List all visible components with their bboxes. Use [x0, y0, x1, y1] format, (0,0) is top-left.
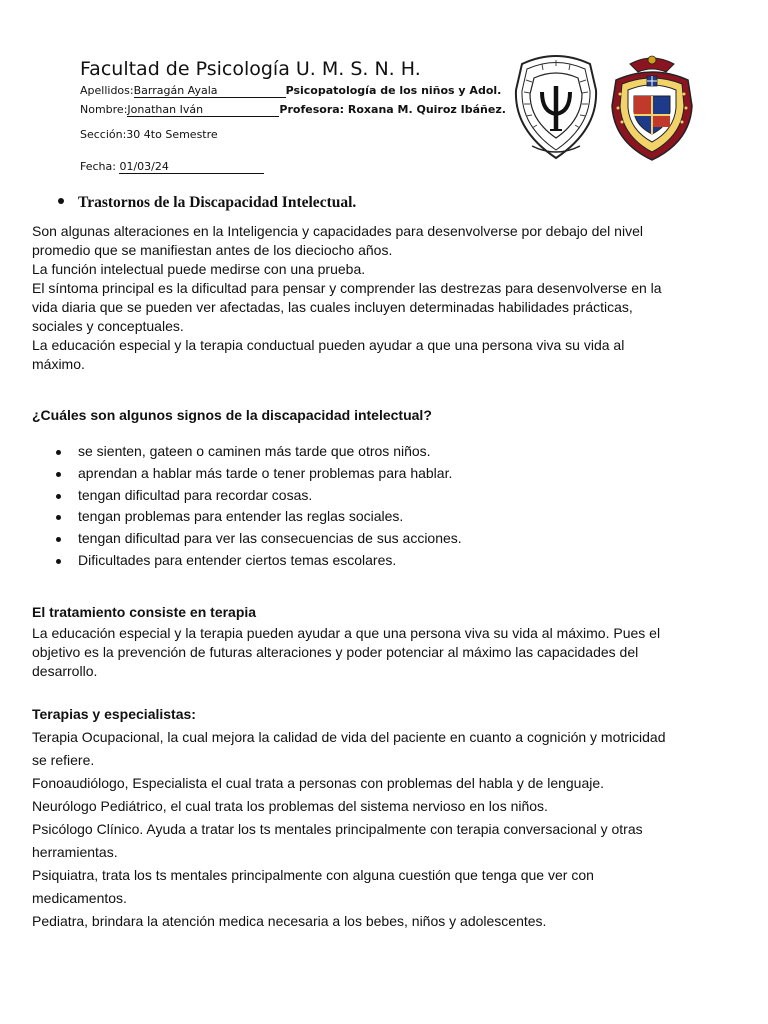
psychology-seal-icon — [512, 50, 600, 162]
specialist-line: medicamentos. — [32, 890, 127, 906]
specialists-list — [32, 728, 666, 935]
specialist-line: Terapia Ocupacional, la cual mejora la calidad de vida del paciente en cuanto a cognición y motricidad — [32, 729, 666, 745]
bullet-icon — [58, 198, 64, 204]
bullet-icon — [56, 559, 61, 564]
treatment-line: objetivo es la prevención de futuras alteraciones y poder potenciar al máximo las capacidades del — [32, 644, 639, 660]
section-heading-trastornos — [58, 194, 356, 212]
course-name: Psicopatología de los niños y Adol. — [285, 84, 502, 97]
signs-list — [56, 441, 462, 572]
intro-line: Son algunas alteraciones en la Inteligencia y capacidades para desenvolverse por debajo del nivel — [32, 223, 643, 239]
intro-line: La función intelectual puede medirse con una prueba. — [32, 261, 366, 277]
apellidos-value: Barragán Ayala — [134, 85, 286, 98]
nombre-value: Jonathan Iván — [127, 104, 279, 117]
sign-text: Dificultades para entender ciertos temas escolares. — [78, 551, 397, 568]
treatment-line: La educación especial y la terapia pueden ayudar a que una persona viva su vida al máximo. Pues el — [32, 625, 661, 641]
fecha-label: Fecha: — [80, 160, 116, 173]
fecha-value: 01/03/24 — [119, 161, 264, 174]
treatment-paragraph — [32, 624, 732, 681]
list-item — [56, 441, 462, 463]
list-item — [56, 528, 462, 550]
list-item — [56, 485, 462, 507]
bullet-icon — [56, 494, 61, 499]
specialist-line: herramientas. — [32, 844, 118, 860]
nombre-line — [80, 103, 506, 117]
bullet-icon — [56, 515, 61, 520]
sign-text: tengan dificultad para ver las consecuencias de sus acciones. — [78, 530, 462, 547]
intro-line: La educación especial y la terapia conductual pueden ayudar a que una persona viva su vida al — [32, 337, 625, 353]
specialists-heading: Terapias y especialistas: — [32, 706, 196, 722]
seccion-line: Sección:30 4to Semestre — [80, 128, 218, 141]
signs-heading: ¿Cuáles son algunos signos de la discapacidad intelectual? — [32, 407, 432, 423]
nombre-label: Nombre: — [80, 103, 128, 116]
fecha-line — [80, 160, 264, 174]
specialist-line: Pediatra, brindara la atención medica necesaria a los bebes, niños y adolescentes. — [32, 913, 547, 929]
list-item — [56, 463, 462, 485]
specialist-line: Neurólogo Pediátrico, el cual trata los problemas del sistema nervioso en los niños. — [32, 798, 548, 814]
faculty-title: Facultad de Psicología U. M. S. N. H. — [80, 58, 421, 80]
specialist-line: Psicólogo Clínico. Ayuda a tratar los ts mentales principalmente con terapia conversacional y otras — [32, 821, 643, 837]
list-item — [56, 550, 462, 572]
intro-line: vida diaria que se pueden ver afectadas, las cuales incluyen determinadas habilidades prácticas, — [32, 299, 633, 315]
specialist-line: Psiquiatra, trata los ts mentales principalmente con alguna cuestión que tenga que ver con — [32, 867, 594, 883]
bullet-icon — [56, 450, 61, 455]
intro-line: promedio que se manifiestan antes de los dieciocho años. — [32, 242, 393, 258]
profesora-name: Profesora: Roxana M. Quiroz Ibáñez. — [279, 103, 506, 116]
bullet-icon — [56, 472, 61, 477]
specialist-line: se refiere. — [32, 752, 95, 768]
university-seal-icon — [606, 50, 698, 162]
sign-text: tengan dificultad para recordar cosas. — [78, 486, 313, 503]
intro-line: El síntoma principal es la dificultad para pensar y comprender las destrezas para desenvolverse en la — [32, 280, 662, 296]
apellidos-line — [80, 84, 501, 98]
intro-line: sociales y conceptuales. — [32, 318, 184, 334]
intro-paragraph — [32, 222, 732, 374]
sign-text: se sienten, gateen o caminen más tarde que otros niños. — [78, 443, 431, 459]
bullet-icon — [56, 537, 61, 542]
treatment-line: desarrollo. — [32, 663, 98, 679]
apellidos-label: Apellidos: — [80, 84, 134, 97]
sign-text: aprendan a hablar más tarde o tener problemas para hablar. — [78, 464, 453, 481]
sign-text: tengan problemas para entender las reglas sociales. — [78, 508, 404, 525]
section-heading-text: Trastornos de la Discapacidad Intelectual. — [78, 194, 357, 211]
specialist-line: Fonoaudiólogo, Especialista el cual trata a personas con problemas del habla y de lenguaje. — [32, 775, 605, 791]
treatment-heading: El tratamiento consiste en terapia — [32, 604, 257, 620]
intro-line: máximo. — [32, 356, 85, 372]
list-item — [56, 506, 462, 528]
